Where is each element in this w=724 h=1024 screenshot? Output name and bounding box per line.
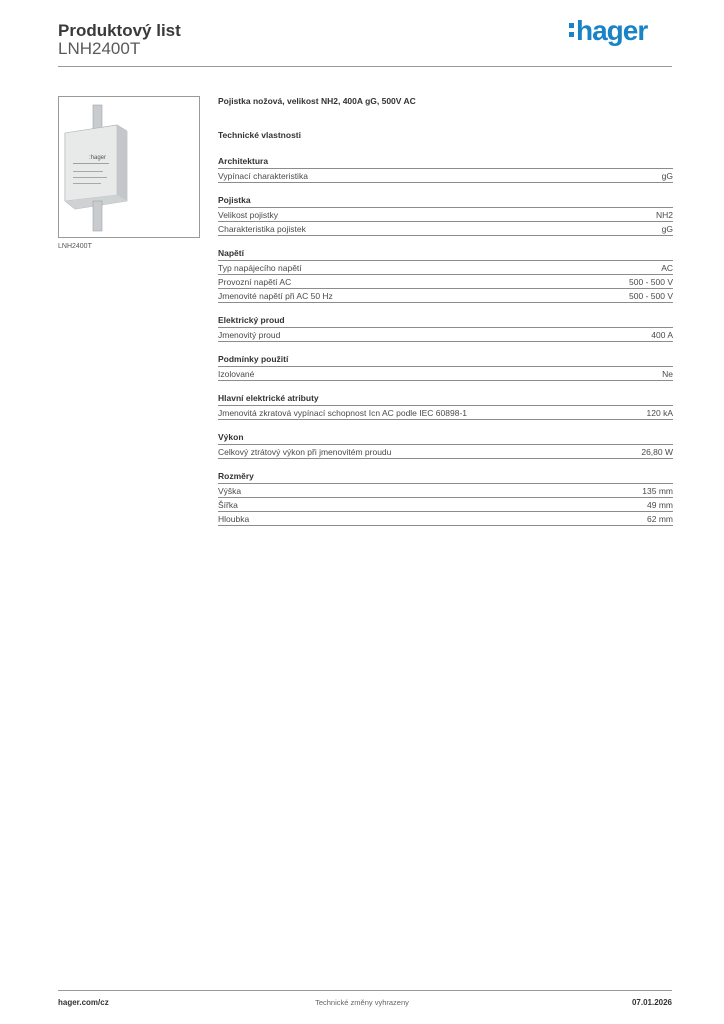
spec-label: Provozní napětí AC [218, 277, 292, 287]
section-voltage [218, 248, 673, 303]
spec-label: Vypínací charakteristika [218, 171, 308, 181]
section-current [218, 315, 673, 342]
spec-row [218, 367, 673, 381]
header-divider [58, 66, 672, 67]
svg-text::hager: :hager [89, 155, 107, 161]
spec-row [218, 222, 673, 236]
spec-row [218, 406, 673, 420]
spec-value: gG [661, 171, 673, 181]
section-title: Hlavní elektrické atributy [218, 393, 673, 406]
footer-date: 07.01.2026 [631, 998, 672, 1007]
spec-label: Velikost pojistky [218, 210, 278, 220]
section-title: Elektrický proud [218, 315, 673, 328]
product-description: Pojistka nožová, velikost NH2, 400A gG, 500V AC [218, 96, 416, 106]
spec-value: 26,80 W [641, 447, 673, 457]
section-title: Pojistka [218, 195, 673, 208]
spec-row [218, 261, 673, 275]
spec-row [218, 169, 673, 183]
spec-value: 400 A [651, 330, 673, 340]
spec-value: 62 mm [647, 514, 673, 524]
spec-value: 500 - 500 V [629, 291, 673, 301]
spec-row [218, 275, 673, 289]
section-title: Napětí [218, 248, 673, 261]
spec-label: Typ napájecího napětí [218, 263, 302, 273]
spec-label: Jmenovité napětí při AC 50 Hz [218, 291, 333, 301]
spec-row [218, 484, 673, 498]
spec-row [218, 208, 673, 222]
spec-row [218, 289, 673, 303]
product-image-frame [58, 96, 200, 238]
section-dimensions [218, 471, 673, 526]
section-conditions [218, 354, 673, 381]
hager-logo [569, 14, 647, 48]
spec-value: 49 mm [647, 500, 673, 510]
footer-notice: Technické změny vyhrazeny [315, 998, 409, 1007]
product-code: LNH2400T [58, 39, 141, 58]
spec-row [218, 512, 673, 526]
section-architecture [218, 156, 673, 183]
spec-row [218, 328, 673, 342]
spec-label: Jmenovitý proud [218, 330, 281, 340]
spec-label: Jmenovitá zkratová vypínací schopnost Icn AC podle IEC 60898-1 [218, 408, 467, 418]
section-title: Architektura [218, 156, 673, 169]
spec-label: Výška [218, 486, 242, 496]
footer-website: hager.com/cz [58, 998, 109, 1007]
footer-divider [58, 990, 672, 991]
spec-value: 500 - 500 V [629, 277, 673, 287]
image-caption: LNH2400T [58, 243, 92, 250]
spec-label: Izolované [218, 369, 255, 379]
spec-value: Ne [662, 369, 673, 379]
spec-row [218, 445, 673, 459]
spec-value: NH2 [655, 210, 673, 220]
section-fuse [218, 195, 673, 236]
section-electrical-attributes [218, 393, 673, 420]
section-title: Rozměry [218, 471, 673, 484]
spec-value: AC [661, 263, 673, 273]
spec-value: 135 mm [642, 486, 673, 496]
spec-label: Hloubka [218, 514, 250, 524]
spec-label: Charakteristika pojistek [218, 224, 306, 234]
spec-label: Šířka [218, 500, 238, 510]
fuse-product-photo-icon [59, 97, 199, 237]
logo-text: hager [576, 15, 648, 46]
spec-row [218, 498, 673, 512]
section-title: Výkon [218, 432, 673, 445]
spec-label: Celkový ztrátový výkon při jmenovitém proudu [218, 447, 392, 457]
spec-value: gG [661, 224, 673, 234]
logo-colon-icon [569, 23, 574, 41]
section-title: Podmínky použití [218, 354, 673, 367]
technical-properties-title: Technické vlastnosti [218, 130, 301, 140]
page-title: Produktový list [58, 21, 181, 40]
spec-value: 120 kA [646, 408, 673, 418]
section-power [218, 432, 673, 459]
spec-content [218, 96, 673, 538]
